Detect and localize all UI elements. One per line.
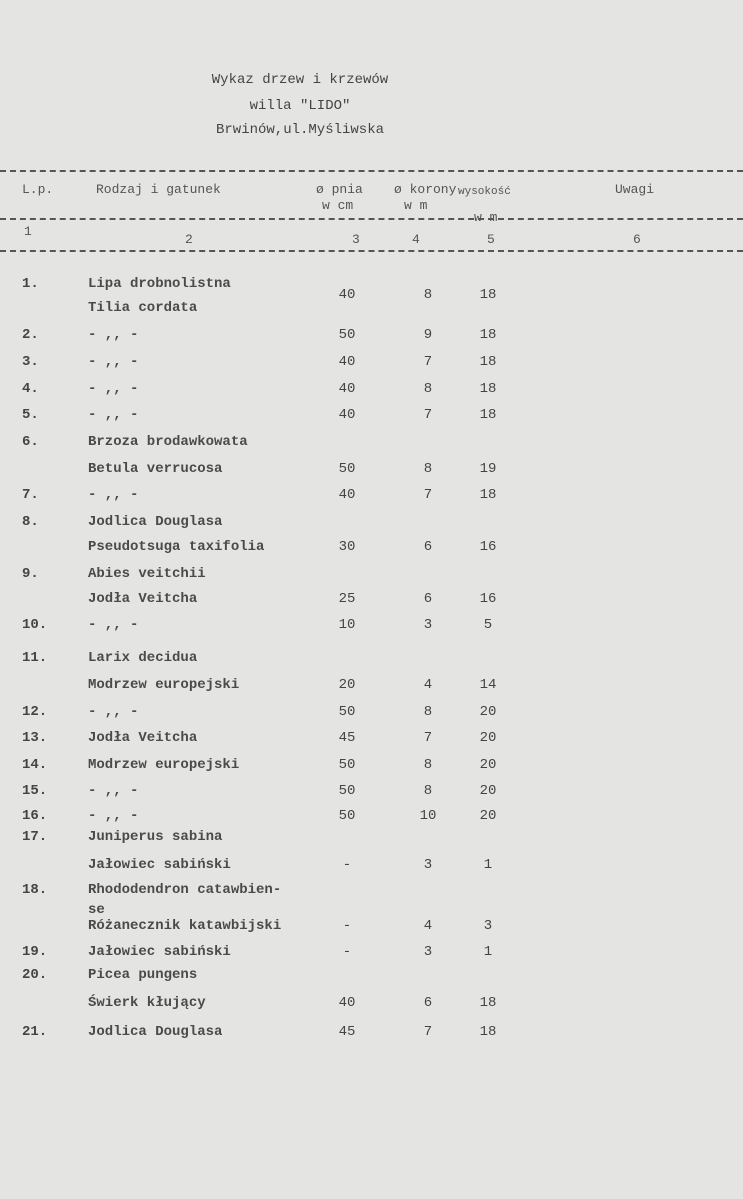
- row-number: 5.: [22, 407, 39, 423]
- crown-diameter: 8: [423, 757, 433, 773]
- trunk-diameter: -: [342, 918, 352, 934]
- species-name: Larix decidua: [88, 650, 198, 666]
- tree-height: 18: [479, 995, 497, 1011]
- species-name: - ,, -: [88, 327, 139, 343]
- row-number: 17.: [22, 829, 48, 845]
- crown-diameter: 7: [423, 487, 433, 503]
- species-name: - ,, -: [88, 783, 139, 799]
- row-number: 15.: [22, 783, 48, 799]
- trunk-diameter: 45: [338, 1024, 356, 1040]
- trunk-diameter: 40: [338, 487, 356, 503]
- row-number: 4.: [22, 381, 39, 397]
- col-number: 1: [24, 224, 32, 239]
- crown-diameter: 6: [423, 539, 433, 555]
- header-trunk-unit: w cm: [322, 198, 354, 213]
- trunk-diameter: 40: [338, 354, 356, 370]
- crown-diameter: 3: [423, 857, 433, 873]
- tree-height: 19: [479, 461, 497, 477]
- trunk-diameter: -: [342, 857, 352, 873]
- species-name: Świerk kłujący: [88, 995, 206, 1011]
- crown-diameter: 6: [423, 995, 433, 1011]
- species-name: Lipa drobnolistna: [88, 276, 231, 292]
- header-crown-unit: w m: [404, 198, 428, 213]
- crown-diameter: 8: [423, 287, 433, 303]
- species-name: Abies veitchii: [88, 566, 206, 582]
- crown-diameter: 4: [423, 677, 433, 693]
- species-name: Jodła Veitcha: [88, 730, 198, 746]
- trunk-diameter: 10: [338, 617, 356, 633]
- trunk-diameter: 50: [338, 704, 356, 720]
- col-number: 6: [633, 232, 641, 247]
- crown-diameter: 8: [423, 381, 433, 397]
- header-trunk: ø pnia: [316, 182, 363, 197]
- row-number: 7.: [22, 487, 39, 503]
- row-number: 10.: [22, 617, 48, 633]
- row-number: 12.: [22, 704, 48, 720]
- header-lp: L.p.: [22, 182, 54, 197]
- trunk-diameter: 50: [338, 327, 356, 343]
- header-height: wysokość: [458, 186, 511, 198]
- species-name: - ,, -: [88, 704, 139, 720]
- crown-diameter: 8: [423, 783, 433, 799]
- tree-height: 5: [483, 617, 493, 633]
- doc-title: Wykaz drzew i krzewów: [211, 72, 389, 88]
- species-name: - ,, -: [88, 487, 139, 503]
- tree-height: 20: [479, 808, 497, 824]
- header-species: Rodzaj i gatunek: [96, 182, 221, 197]
- crown-diameter: 7: [423, 407, 433, 423]
- trunk-diameter: 40: [338, 407, 356, 423]
- tree-height: 16: [479, 591, 497, 607]
- row-number: 11.: [22, 650, 48, 666]
- row-number: 20.: [22, 967, 48, 983]
- crown-diameter: 10: [419, 808, 437, 824]
- species-name: Pseudotsuga taxifolia: [88, 539, 265, 555]
- trunk-diameter: 40: [338, 287, 356, 303]
- doc-subtitle: willa "LIDO": [249, 98, 351, 114]
- species-name: Tilia cordata: [88, 300, 198, 316]
- crown-diameter: 8: [423, 704, 433, 720]
- tree-height: 18: [479, 287, 497, 303]
- divider: [0, 170, 743, 172]
- row-number: 2.: [22, 327, 39, 343]
- tree-height: 20: [479, 783, 497, 799]
- trunk-diameter: 25: [338, 591, 356, 607]
- tree-height: 1: [483, 944, 493, 960]
- divider: [0, 218, 743, 220]
- trunk-diameter: 30: [338, 539, 356, 555]
- row-number: 9.: [22, 566, 39, 582]
- crown-diameter: 7: [423, 354, 433, 370]
- species-name: Jodlica Douglasa: [88, 514, 223, 530]
- col-number: 2: [185, 232, 193, 247]
- species-name: Modrzew europejski: [88, 677, 240, 693]
- crown-diameter: 7: [423, 1024, 433, 1040]
- header-notes: Uwagi: [615, 182, 655, 197]
- row-number: 18.: [22, 882, 48, 898]
- row-number: 13.: [22, 730, 48, 746]
- row-number: 14.: [22, 757, 48, 773]
- species-name: - ,, -: [88, 407, 139, 423]
- crown-diameter: 9: [423, 327, 433, 343]
- species-name: Jałowiec sabiński: [88, 944, 231, 960]
- species-name: Jodlica Douglasa: [88, 1024, 223, 1040]
- crown-diameter: 3: [423, 617, 433, 633]
- tree-height: 3: [483, 918, 493, 934]
- tree-height: 20: [479, 704, 497, 720]
- trunk-diameter: 50: [338, 757, 356, 773]
- tree-height: 16: [479, 539, 497, 555]
- species-name: Jodła Veitcha: [88, 591, 198, 607]
- row-number: 6.: [22, 434, 39, 450]
- trunk-diameter: -: [342, 944, 352, 960]
- tree-height: 18: [479, 327, 497, 343]
- trunk-diameter: 45: [338, 730, 356, 746]
- species-name: Juniperus sabina: [88, 829, 223, 845]
- row-number: 8.: [22, 514, 39, 530]
- species-name: - ,, -: [88, 381, 139, 397]
- doc-address: Brwinów,ul.Myśliwska: [215, 122, 385, 138]
- species-name: - ,, -: [88, 808, 139, 824]
- header-height-unit: w m: [474, 210, 498, 225]
- tree-height: 18: [479, 381, 497, 397]
- tree-height: 20: [479, 730, 497, 746]
- divider: [0, 250, 743, 252]
- crown-diameter: 6: [423, 591, 433, 607]
- tree-height: 1: [483, 857, 493, 873]
- header-crown: ø korony: [394, 182, 457, 197]
- trunk-diameter: 50: [338, 783, 356, 799]
- trunk-diameter: 40: [338, 995, 356, 1011]
- col-number: 3: [352, 232, 360, 247]
- crown-diameter: 3: [423, 944, 433, 960]
- species-name: Picea pungens: [88, 967, 198, 983]
- trunk-diameter: 50: [338, 808, 356, 824]
- crown-diameter: 4: [423, 918, 433, 934]
- species-name: - ,, -: [88, 617, 139, 633]
- species-name: Modrzew europejski: [88, 757, 240, 773]
- trunk-diameter: 40: [338, 381, 356, 397]
- tree-height: 18: [479, 354, 497, 370]
- row-number: 19.: [22, 944, 48, 960]
- col-number: 4: [412, 232, 420, 247]
- species-name: - ,, -: [88, 354, 139, 370]
- species-name: se: [88, 902, 105, 918]
- species-name: Brzoza brodawkowata: [88, 434, 248, 450]
- tree-height: 20: [479, 757, 497, 773]
- row-number: 3.: [22, 354, 39, 370]
- row-number: 21.: [22, 1024, 48, 1040]
- row-number: 16.: [22, 808, 48, 824]
- species-name: Betula verrucosa: [88, 461, 223, 477]
- crown-diameter: 8: [423, 461, 433, 477]
- trunk-diameter: 50: [338, 461, 356, 477]
- tree-height: 18: [479, 487, 497, 503]
- row-number: 1.: [22, 276, 39, 292]
- tree-height: 14: [479, 677, 497, 693]
- tree-height: 18: [479, 407, 497, 423]
- species-name: Różanecznik katawbijski: [88, 918, 282, 934]
- col-number: 5: [487, 232, 495, 247]
- species-name: Jałowiec sabiński: [88, 857, 231, 873]
- crown-diameter: 7: [423, 730, 433, 746]
- trunk-diameter: 20: [338, 677, 356, 693]
- species-name: Rhododendron catawbien-: [88, 882, 282, 898]
- tree-height: 18: [479, 1024, 497, 1040]
